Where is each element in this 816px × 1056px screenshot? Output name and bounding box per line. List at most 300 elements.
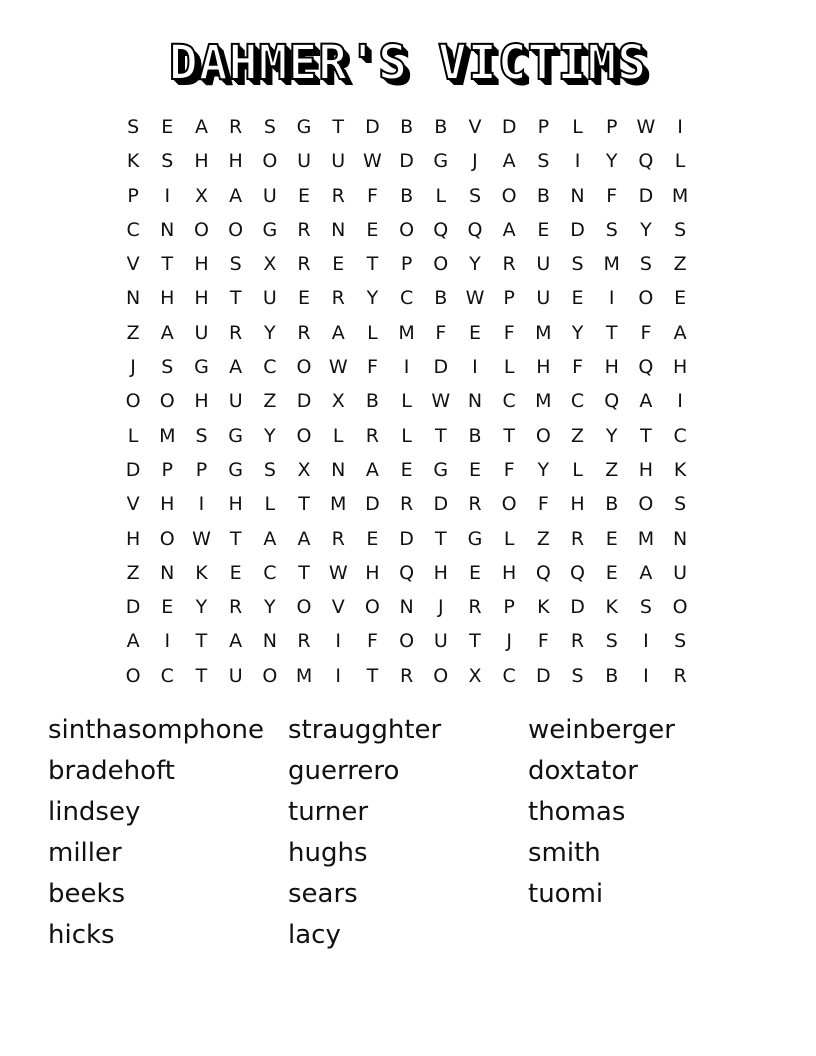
grid-letter: I [164,630,171,653]
grid-letter: O [399,218,415,241]
grid-letter: O [159,390,175,413]
grid-letter: T [332,116,345,138]
grid-letter: Y [264,424,276,447]
grid-letter: N [399,596,414,619]
word-list-item: sears [288,879,358,909]
grid-letter: E [605,527,618,550]
grid-letter: U [673,561,688,584]
word-list-item: guerrero [288,756,400,786]
grid-letter: T [434,424,447,447]
grid-letter: X [331,390,345,413]
grid-letter: R [468,493,482,516]
grid-letter: Q [638,150,654,173]
grid-letter: U [433,630,448,653]
grid-letter: N [160,561,175,584]
grid-letter: G [467,527,483,550]
grid-letter: A [502,218,516,241]
grid-letter: H [194,150,209,173]
grid-letter: E [400,458,413,481]
grid-letter: A [229,184,243,207]
grid-letter: F [572,356,583,379]
grid-letter: K [605,596,618,619]
grid-letter: O [159,527,175,550]
grid-letter: R [570,630,585,653]
grid-letter: A [331,321,345,344]
grid-letter: T [503,424,515,447]
grid-letter: E [298,287,311,310]
grid-letter: R [365,424,379,447]
grid-letter: I [608,287,615,310]
grid-letter: Q [433,218,449,241]
grid-letter: T [366,253,379,276]
grid-letter: L [264,493,276,516]
grid-letter: D [296,390,312,413]
grid-letter: S [229,253,242,276]
grid-letter: F [503,321,515,344]
grid-letter: M [535,390,552,413]
grid-letter: T [366,664,379,687]
grid-letter: K [673,458,687,481]
grid-letter: O [501,184,517,207]
grid-letter: M [398,321,415,344]
grid-letter: I [574,150,581,173]
grid-letter: E [674,287,687,310]
grid-letter: I [677,390,683,413]
grid-letter: H [194,253,209,276]
grid-letter: U [228,664,243,687]
grid-letter: U [536,253,551,276]
word-list-item: beeks [48,879,126,909]
grid-letter: S [639,253,652,276]
word-list-item: bradehoft [48,756,175,786]
grid-letter: E [468,561,481,584]
grid-letter: O [125,664,141,687]
grid-letter: U [262,287,277,310]
grid-letter: I [335,664,342,687]
grid-letter: Z [605,458,619,481]
word-list-item: hicks [48,920,115,950]
grid-letter: N [331,218,346,241]
grid-letter: H [194,287,209,310]
grid-letter: X [194,184,208,207]
grid-letter: S [605,218,618,241]
word-list-item: miller [48,838,122,868]
grid-letter: U [536,287,551,310]
grid-letter: Y [537,458,550,481]
grid-letter: S [263,458,276,481]
grid-letter: A [673,321,687,344]
grid-letter: L [572,116,583,138]
grid-letter: L [572,458,583,481]
grid-letter: A [126,630,140,653]
grid-letter: R [297,321,311,344]
grid-letter: G [262,218,278,241]
grid-letter: S [674,493,687,516]
grid-letter: Y [640,218,652,241]
grid-letter: N [125,287,141,310]
grid-letter: B [605,664,619,687]
grid-letter: Z [673,253,687,276]
grid-letter: L [503,356,515,379]
grid-letter: S [263,116,276,138]
grid-letter: D [638,184,654,207]
grid-letter: H [502,561,517,584]
grid-letter: H [433,561,448,584]
grid-letter: T [161,253,174,276]
grid-letter: A [160,321,174,344]
grid-letter: E [161,596,174,619]
grid-letter: T [469,630,481,653]
word-list-item: lindsey [48,797,141,827]
grid-letter: P [537,116,550,138]
grid-letter: U [228,390,243,413]
grid-letter: Y [605,150,618,173]
word-list-item: weinberger [528,715,675,745]
grid-letter: E [332,253,345,276]
grid-letter: A [639,390,653,413]
word-list-item: lacy [288,920,341,950]
grid-letter: V [126,493,140,516]
grid-letter: D [501,116,517,138]
grid-letter: H [228,493,243,516]
grid-letter: F [640,321,652,344]
grid-letter: D [399,527,414,550]
grid-letter: K [195,561,208,584]
grid-letter: W [328,356,348,379]
grid-letter: E [468,458,481,481]
grid-letter: B [434,287,448,310]
grid-letter: E [161,116,174,138]
word-list-item: straugghter [288,715,442,745]
grid-letter: R [297,630,311,653]
grid-letter: B [536,184,550,207]
grid-letter: H [536,356,551,379]
grid-letter: N [160,218,175,241]
grid-letter: Q [399,561,415,584]
grid-letter: Q [467,218,483,241]
grid-letter: J [472,150,478,173]
grid-letter: U [331,150,346,173]
grid-letter: Q [570,561,586,584]
grid-letter: B [434,116,448,138]
grid-letter: O [672,596,688,619]
grid-letter: Y [571,321,584,344]
grid-letter: O [296,424,312,447]
grid-letter: G [228,424,244,447]
grid-letter: U [262,184,277,207]
page-title: DAHMER'S VICTIMS [168,35,648,91]
grid-letter: R [570,527,585,550]
grid-letter: D [536,664,551,687]
grid-letter: A [194,116,208,138]
grid-letter: H [125,527,141,550]
grid-letter: E [605,561,618,584]
grid-letter: F [366,356,378,379]
grid-letter: Y [195,596,208,619]
grid-letter: I [164,184,171,207]
grid-letter: F [537,493,549,516]
grid-letter: O [228,218,244,241]
grid-letter: R [399,664,414,687]
grid-letter: R [229,116,243,138]
grid-letter: M [295,664,313,687]
grid-letter: Z [126,321,140,344]
grid-letter: S [674,218,687,241]
grid-letter: M [671,184,689,207]
grid-letter: K [537,596,550,619]
grid-letter: D [570,596,585,619]
grid-letter: O [433,664,449,687]
grid-letter: R [297,253,311,276]
grid-letter: L [674,150,686,173]
grid-letter: E [366,218,379,241]
grid-letter: F [537,630,549,653]
grid-letter: C [263,561,277,584]
grid-letter: D [365,493,380,516]
grid-letter: O [125,390,141,413]
grid-letter: T [434,527,447,550]
grid-letter: P [503,287,515,310]
grid-letter: M [159,424,176,447]
grid-letter: Z [571,424,585,447]
grid-letter: J [506,630,512,653]
grid-letter: G [296,116,312,138]
grid-letter: W [431,390,451,413]
grid-letter: B [400,116,414,138]
grid-letter: L [367,321,378,344]
grid-letter: P [400,253,413,276]
grid-letter: C [502,390,516,413]
grid-letter: S [639,596,652,619]
grid-letter: H [604,356,619,379]
grid-letter: H [638,458,654,481]
word-list-item: hughs [288,838,368,868]
grid-letter: R [673,664,687,687]
grid-letter: X [263,253,277,276]
grid-letter: L [401,424,412,447]
grid-letter: R [229,321,243,344]
grid-letter: C [263,356,277,379]
grid-letter: Z [126,561,140,584]
grid-letter: E [468,321,481,344]
grid-letter: I [335,630,342,653]
grid-letter: R [502,253,516,276]
grid-letter: S [127,116,140,138]
grid-letter: O [433,253,449,276]
grid-letter: L [332,424,344,447]
grid-letter: E [537,218,550,241]
grid-letter: C [570,390,585,413]
grid-letter: S [605,630,618,653]
grid-letter: T [605,321,618,344]
grid-letter: C [673,424,687,447]
grid-letter: T [229,287,242,310]
grid-letter: H [160,493,175,516]
grid-letter: G [433,150,449,173]
grid-letter: X [468,664,482,687]
grid-letter: P [161,458,174,481]
grid-letter: S [571,253,584,276]
grid-letter: M [637,527,655,550]
grid-letter: G [433,458,449,481]
grid-letter: B [468,424,482,447]
grid-letter: S [468,184,481,207]
grid-letter: U [297,150,311,173]
grid-letter: H [160,287,175,310]
grid-letter: T [640,424,652,447]
letter-grid [116,110,697,693]
grid-letter: R [297,218,311,241]
grid-letter: V [126,253,140,276]
grid-letter: S [161,150,174,173]
grid-letter: A [502,150,516,173]
grid-letter: H [228,150,243,173]
grid-letter: B [365,390,379,413]
grid-letter: W [636,116,656,138]
grid-letter: O [638,493,654,516]
grid-letter: A [365,458,379,481]
word-list-item: turner [288,797,369,827]
grid-letter: U [194,321,209,344]
grid-letter: N [672,527,688,550]
grid-letter: R [468,596,482,619]
grid-letter: F [366,184,378,207]
grid-letter: O [296,356,312,379]
grid-letter: S [674,630,687,653]
grid-letter: R [331,184,345,207]
grid-letter: H [365,561,380,584]
grid-letter: D [365,116,380,138]
grid-letter: L [401,390,412,413]
grid-letter: W [465,287,485,310]
grid-letter: L [503,527,515,550]
grid-letter: R [331,527,345,550]
grid-letter: N [331,458,346,481]
grid-letter: O [399,630,415,653]
grid-letter: Y [605,424,618,447]
grid-letter: K [126,150,140,173]
grid-letter: T [195,630,208,653]
grid-letter: R [399,493,414,516]
grid-letter: H [194,390,209,413]
grid-letter: C [160,664,174,687]
grid-letter: T [298,493,310,516]
grid-letter: P [195,458,208,481]
grid-letter: C [502,664,516,687]
grid-letter: A [639,561,653,584]
grid-letter: Z [263,390,277,413]
grid-letter: S [161,356,174,379]
grid-letter: Y [366,287,379,310]
grid-letter: L [435,184,447,207]
grid-letter: D [570,218,585,241]
word-list-item: sinthasomphone [48,715,264,745]
grid-letter: C [399,287,414,310]
grid-letter: D [433,356,449,379]
grid-letter: S [537,150,550,173]
grid-letter: R [331,287,345,310]
grid-letter: F [435,321,447,344]
grid-letter: A [229,356,243,379]
grid-letter: T [229,527,242,550]
grid-letter: V [468,116,482,138]
word-list-item: thomas [528,797,626,827]
word-list-item: tuomi [528,879,604,909]
grid-letter: V [331,596,345,619]
grid-letter: Y [264,596,276,619]
grid-letter: D [399,150,414,173]
grid-letter: Q [638,356,654,379]
grid-letter: R [229,596,243,619]
grid-letter: I [403,356,410,379]
grid-letter: O [262,664,278,687]
grid-letter: O [638,287,654,310]
grid-letter: Z [536,527,550,550]
grid-letter: O [501,493,517,516]
grid-letter: Q [535,561,551,584]
grid-letter: I [472,356,478,379]
grid-letter: T [298,561,310,584]
grid-letter: M [330,493,347,516]
grid-letter: O [364,596,380,619]
grid-letter: X [297,458,311,481]
word-list-item: smith [528,838,601,868]
grid-letter: S [195,424,208,447]
grid-letter: M [603,253,620,276]
grid-letter: W [192,527,211,550]
grid-letter: W [363,150,382,173]
grid-letter: S [571,664,584,687]
grid-letter: H [672,356,688,379]
grid-letter: B [605,493,619,516]
grid-letter: P [503,596,515,619]
grid-letter: P [605,116,618,138]
grid-letter: W [328,561,348,584]
word-list-item: doxtator [528,756,638,786]
grid-letter: T [195,664,208,687]
grid-letter: D [125,458,141,481]
grid-letter: L [127,424,139,447]
grid-letter: J [437,596,444,619]
word-list [48,710,768,956]
grid-letter: Y [264,321,276,344]
grid-letter: O [262,150,278,173]
grid-letter: O [535,424,551,447]
grid-letter: I [198,493,205,516]
grid-letter: E [366,527,379,550]
grid-letter: C [126,218,140,241]
grid-letter: E [229,561,242,584]
grid-letter: E [571,287,584,310]
grid-letter: F [503,458,515,481]
grid-letter: G [194,356,209,379]
grid-letter: N [467,390,483,413]
grid-letter: P [127,184,139,207]
grid-letter: I [643,630,649,653]
grid-letter: O [296,596,312,619]
grid-letter: A [229,630,243,653]
grid-letter: I [677,116,683,138]
grid-letter: N [570,184,585,207]
grid-letter: E [298,184,311,207]
grid-letter: I [643,664,649,687]
grid-letter: Y [469,253,481,276]
grid-letter: Q [604,390,620,413]
grid-letter: F [366,630,378,653]
grid-letter: D [125,596,141,619]
grid-letter: N [262,630,277,653]
grid-letter: B [400,184,414,207]
